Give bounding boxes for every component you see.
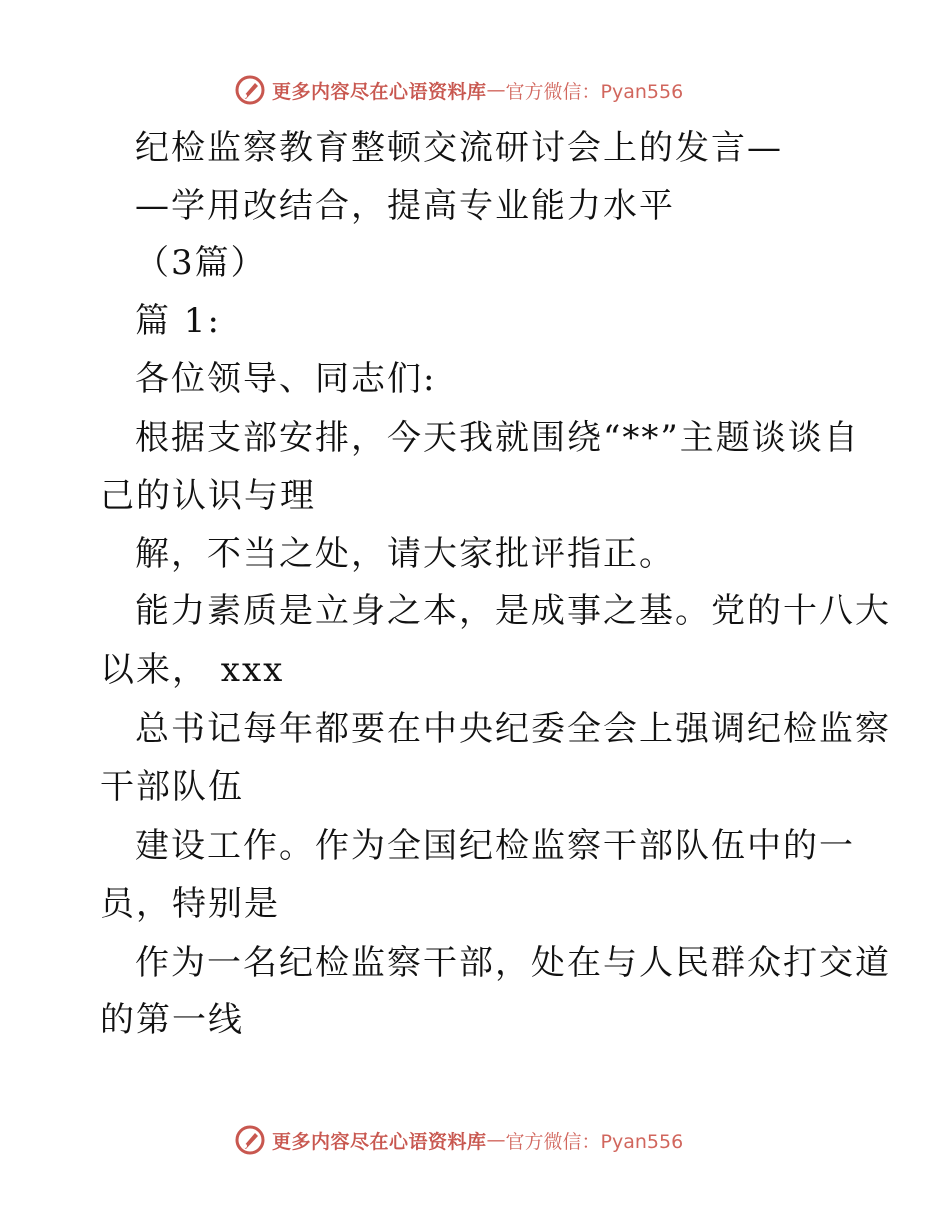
paragraph-line: 以来， xxx: [100, 650, 285, 690]
paragraph-line: 建设工作。作为全国纪检监察干部队伍中的一: [135, 826, 855, 866]
banner-separator: —: [486, 1129, 506, 1151]
document-title-count: （3篇）: [135, 243, 267, 283]
banner-separator: —: [486, 79, 506, 101]
paragraph-line: 的第一线: [100, 1000, 244, 1040]
paragraph-line: 员，特别是: [100, 884, 280, 924]
paragraph-line: 作为一名纪检监察干部，处在与人民群众打交道: [135, 943, 891, 983]
brand-logo-icon: [234, 74, 266, 106]
document-title-line-2: —学用改结合，提高专业能力水平: [135, 186, 675, 226]
banner-brand-text: 更多内容尽在心语资料库: [272, 80, 487, 103]
paragraph-line: 能力素质是立身之本，是成事之基。党的十八大: [135, 591, 891, 631]
paragraph-line: 干部队伍: [100, 767, 244, 807]
banner-contact-text: 官方微信：Pyan556: [505, 1130, 684, 1153]
watermark-banner-top: [234, 72, 683, 108]
banner-contact-text: 官方微信：Pyan556: [505, 80, 684, 103]
document-title-line-1: 纪检监察教育整顿交流研讨会上的发言—: [135, 128, 783, 168]
paragraph-line: 根据支部安排，今天我就围绕“**”主题谈谈自: [135, 418, 860, 458]
paragraph-line: 解，不当之处，请大家批评指正。: [135, 534, 675, 574]
section-heading: 篇 1:: [135, 301, 221, 341]
brand-logo-icon: [234, 1124, 266, 1156]
watermark-banner-bottom: [234, 1122, 683, 1158]
salutation: 各位领导、同志们:: [135, 359, 437, 399]
paragraph-line: 己的认识与理: [100, 476, 316, 516]
paragraph-line: 总书记每年都要在中央纪委全会上强调纪检监察: [135, 709, 891, 749]
banner-brand-text: 更多内容尽在心语资料库: [272, 1130, 487, 1153]
